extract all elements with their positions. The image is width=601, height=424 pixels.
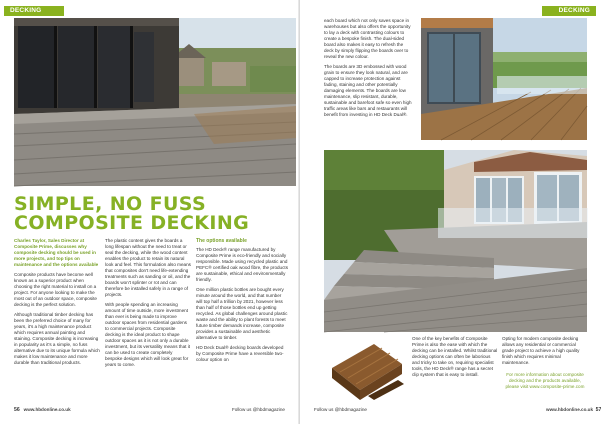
section-subhead: The options available (196, 238, 247, 244)
body-paragraph: One of the key benefits of Composite Prime is also the ease with which the decking can be installed. Whilst traditional decking options can often be laborious and tricky to take on, requiring specialist tools, the HD Deck® range has a secret clip system that is easy to install. (412, 336, 498, 377)
footer-url: www.hbdonline.co.uk (23, 407, 71, 412)
more-info-blurb: For more information about composite decking and the products available, please visit www.composite-prime.com (505, 372, 585, 389)
left-column-3 (196, 238, 288, 367)
headline-line-1: SIMPLE, NO FUSS (14, 193, 207, 215)
body-paragraph: Although traditional timber decking has been the preferred choice of many for years, it's a high maintenance product which requires annual painting and staining. Composite decking is increasing in popularity as it's a simple, no fuss alternative due to its unique formula which makes it low maintenance and more durable than traditional products. (14, 312, 100, 365)
body-paragraph: Composite products have become well known as a superior product when choosing the right material to install on a project. For anyone looking to make the most out of an outdoor space, composite decking is the perfect solution. (14, 272, 97, 307)
right-column-1 (324, 18, 414, 122)
right-column-2 (412, 336, 498, 382)
decking-board-samples (328, 338, 406, 404)
right-footer (314, 407, 601, 413)
section-tab-left: DECKING (4, 6, 64, 16)
footer-url-wrap (546, 407, 601, 413)
page-number: 56 (14, 407, 20, 413)
left-column-2 (105, 238, 191, 372)
body-paragraph: HD Deck Dual® decking boards developed by Composite Prime have a reversible two-colour option on (196, 345, 284, 362)
article-headline (14, 195, 294, 233)
footer-follow: Follow us @hbdmagazine (314, 407, 367, 412)
body-paragraph: One million plastic bottles are bought every minute around the world, and that number will top half a trillion by 2021, however less than half of those bottles end up getting recycled. As global challenges around plastic waste and the ability to plant forests to meet future timber demands increase, composite provides a sustainable and aesthetic alternative to timber. (196, 287, 288, 340)
headline-line-2: COMPOSITE DECKING (14, 212, 250, 234)
body-paragraph: With people spending an increasing amount of time outside, more investment than ever is being made to improve outdoor spaces from residential gardens to commercial projects. Composite decking is the ideal product to shape outdoor spaces as it is not only a durable investment, but its versatility means that it can be used to create completely bespoke designs which will look great for years to come. (105, 302, 191, 367)
section-tab-right: DECKING (542, 6, 596, 16)
photo-grey-decking-steps (324, 150, 587, 332)
body-paragraph: The plastic content gives the boards a long lifespan without the need to treat or seal the decking, while the wood content enables the product to retain its natural look and feel. This formulation also means that composites don't need life-extending treatments such as sanding or oil, and the boards won't splinter or rot and can therefore be installed safely in a range of projects. (105, 238, 191, 297)
body-paragraph: Opting for modern composite decking allows any residential or commercial grade project to achieve a high quality finish which requires minimal maintenance. (502, 336, 580, 365)
body-paragraph: The boards are 3D embossed with wood grain to ensure they look natural, and are capped to increase protection against fading, staining and other potentially damaging elements. The boards are low maintenance, slip resistant, durable, sustainable and barefoot safe so even high traffic areas like bars and restaurants will benefit from investing in HD Deck Dual®. (324, 64, 412, 117)
left-column-1 (14, 238, 100, 370)
photo-modern-house-decking (421, 18, 587, 140)
standfirst: Charles Taylor, Sales Director at Composite Prime, discusses why composite decking should be used in more projects, and top tips on maintenance and the options available (14, 238, 99, 267)
hero-photo-decking-house (14, 18, 296, 186)
body-paragraph: each board which not only saves space in warehouses but also offers the opportunity to lay a deck with contrasting colours to create a bespoke finish. The dual-sided board also makes it easy to refresh the deck by simply flipping the boards over to reveal the new colour. (324, 18, 411, 59)
footer-follow: Follow us @hbdmagazine (232, 407, 285, 412)
left-page (0, 0, 300, 424)
left-footer (14, 407, 289, 413)
body-paragraph: The HD Deck® range manufactured by Composite Prime is eco-friendly and socially responsible. Made using recycled plastic and PEFC® certified oak wood fibre, the products are sustainable, ethical and environmentally friendly. (196, 247, 288, 282)
footer-url: www.hbdonline.co.uk (546, 407, 594, 412)
right-page (300, 0, 600, 424)
page-number: 57 (595, 407, 601, 413)
right-column-3 (502, 336, 588, 394)
